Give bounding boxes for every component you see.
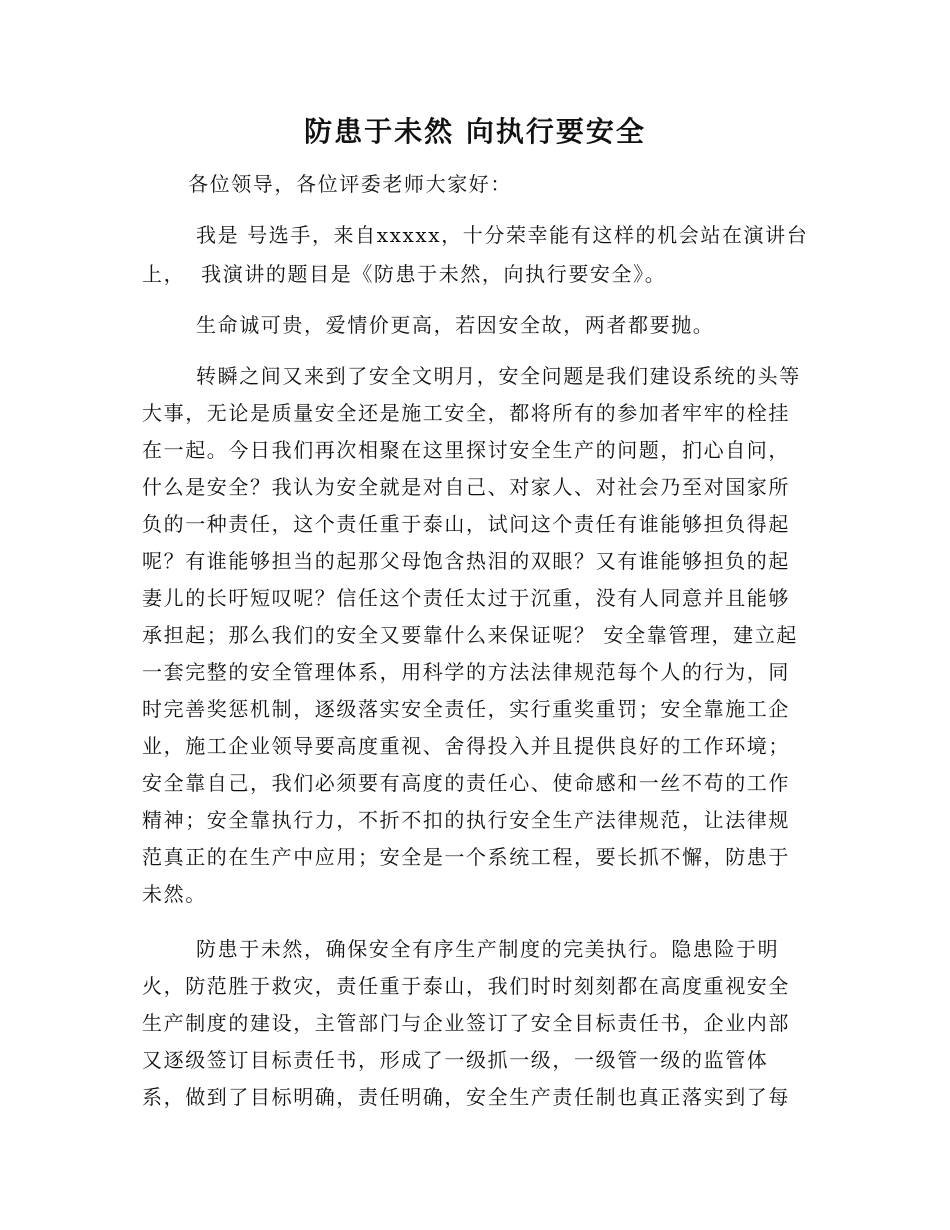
paragraph-4-line: 生产制度的建设，主管部门与企业签订了安全目标责任书，企业内部	[142, 1011, 790, 1035]
paragraph-1-line: 我是 号选手，来自xxxxx，十分荣幸能有这样的机会站在演讲台	[196, 223, 809, 247]
paragraph-1-line: 上， 我演讲的题目是《防患于未然，向执行要安全》。	[142, 262, 667, 286]
paragraph-3-line: 呢？有谁能够担当的起那父母饱含热泪的双眼？又有谁能够担负的起	[142, 549, 790, 573]
paragraph-4-line: 火，防范胜于救灾，责任重于泰山，我们时时刻刻都在高度重视安全	[142, 974, 790, 998]
paragraph-3-line: 未然。	[142, 882, 207, 906]
paragraph-3-line: 一套完整的安全管理体系，用科学的方法法律规范每个人的行为，同	[142, 660, 790, 684]
paragraph-3-line: 妻儿的长吁短叹呢？信任这个责任太过于沉重，没有人同意并且能够	[142, 586, 790, 610]
paragraph-3-line: 业，施工企业领导要高度重视、舍得投入并且提供良好的工作环境；	[142, 734, 790, 758]
paragraph-3-line: 大事，无论是质量安全还是施工安全，都将所有的参加者牢牢的栓挂	[142, 401, 790, 425]
paragraph-4-line: 系，做到了目标明确，责任明确，安全生产责任制也真正落实到了每	[142, 1085, 790, 1109]
paragraph-3-line: 范真正的在生产中应用；安全是一个系统工程，要长抓不懈，防患于	[142, 845, 790, 869]
paragraph-4-line: 又逐级签订目标责任书，形成了一级抓一级，一级管一级的监管体	[142, 1048, 769, 1072]
paragraph-3-line: 负的一种责任，这个责任重于泰山，试问这个责任有谁能够担负得起	[142, 512, 790, 536]
paragraph-3-line: 时完善奖惩机制，逐级落实安全责任，实行重奖重罚；安全靠施工企	[142, 697, 790, 721]
paragraph-3-line: 在一起。今日我们再次相聚在这里探讨安全生产的问题，扪心自问，	[142, 438, 790, 462]
paragraph-3-line: 安全靠自己，我们必须要有高度的责任心、使命感和一丝不苟的工作	[142, 771, 790, 795]
greeting: 各位领导，各位评委老师大家好：	[188, 172, 512, 196]
paragraph-3-line: 精神；安全靠执行力，不折不扣的执行安全生产法律规范，让法律规	[142, 808, 790, 832]
paragraph-3-line: 什么是安全？我认为安全就是对自己、对家人、对社会乃至对国家所	[142, 475, 790, 499]
document-title: 防患于未然 向执行要安全	[304, 115, 646, 148]
paragraph-3-line: 承担起；那么我们的安全又要靠什么来保证呢？ 安全靠管理，建立起	[142, 623, 798, 647]
paragraph-4-line: 防患于未然，确保安全有序生产制度的完美执行。隐患险于明	[196, 937, 780, 961]
paragraph-2-line: 生命诚可贵，爱情价更高，若因安全故，两者都要抛。	[196, 313, 715, 337]
paragraph-3-line: 转瞬之间又来到了安全文明月，安全问题是我们建设系统的头等	[196, 364, 801, 388]
